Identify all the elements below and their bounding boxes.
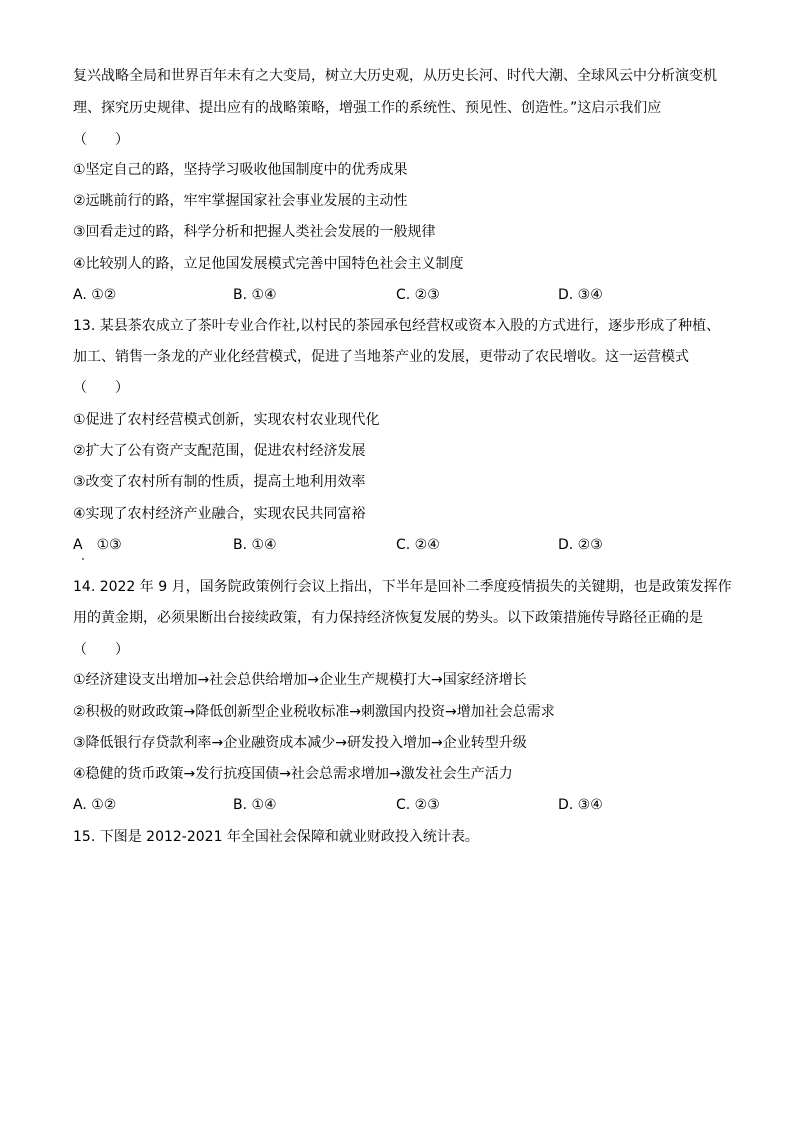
- q12-options: [73, 286, 733, 304]
- q14-stem-line-2: 用的黄金期，必须果断出台接续政策，有力保持经济恢复发展的势头。以下政策措施传导路径正确的是: [73, 610, 703, 626]
- q12-option-a[interactable]: A. ①②: [73, 287, 117, 303]
- q13-option-c[interactable]: C. ②④: [396, 537, 440, 553]
- q12-option-d[interactable]: D. ③④: [558, 287, 603, 303]
- q15-stem: 15. 下图是 2012-2021 年全国社会保障和就业财政投入统计表。: [73, 829, 479, 845]
- q14-statement-2: ②积极的财政政策→降低创新型企业税收标准→刺激国内投资→增加社会总需求: [73, 704, 555, 720]
- q13-stem-line-2: 加工、销售一条龙的产业化经营模式，促进了当地茶产业的发展，更带动了农民增收。这一运营模式: [73, 349, 689, 365]
- q13-statement-2: ②扩大了公有资产支配范围，促进农村经济发展: [73, 443, 366, 459]
- q12-statement-4: ④比较别人的路，立足他国发展模式完善中国特色社会主义制度: [73, 256, 464, 272]
- q12-stem-line-1: 复兴战略全局和世界百年未有之大变局，树立大历史观，从历史长河、时代大潮、全球风云中分析演变机: [73, 68, 717, 84]
- q12-statement-2: ②远眺前行的路，牢牢掌握国家社会事业发展的主动性: [73, 193, 408, 209]
- q14-stem-line-1: 14. 2022 年 9 月，国务院政策例行会议上指出，下半年是回补二季度疫情损失的关键期，也是政策发挥作: [73, 579, 732, 595]
- q14-option-b[interactable]: B. ①④: [233, 797, 277, 813]
- q14-option-d[interactable]: D. ③④: [558, 797, 603, 813]
- q13-statement-4: ④实现了农村经济产业融合，实现农民共同富裕: [73, 506, 366, 522]
- q12-statement-3: ③回看走过的路，科学分析和把握人类社会发展的一般规律: [73, 224, 436, 240]
- q13-option-b[interactable]: B. ①④: [233, 537, 277, 553]
- q14-option-a[interactable]: A. ①②: [73, 797, 117, 813]
- q12-stem-line-2: 理、探究历史规律、提出应有的战略策略，增强工作的系统性、预见性、创造性。”这启示我们应: [73, 100, 662, 116]
- q13-answer-blank: （ ）: [73, 380, 129, 396]
- q13-statement-1: ①促进了农村经营模式创新，实现农村农业现代化: [73, 412, 380, 428]
- q14-option-c[interactable]: C. ②③: [396, 797, 440, 813]
- stray-dot: [82, 558, 84, 560]
- q13-statement-3: ③改变了农村所有制的性质，提高土地利用效率: [73, 474, 366, 490]
- q14-statement-3: ③降低银行存贷款利率→企业融资成本减少→研发投入增加→企业转型升级: [73, 735, 527, 751]
- q12-option-b[interactable]: B. ①④: [233, 287, 277, 303]
- q14-statement-1: ①经济建设支出增加→社会总供给增加→企业生产规模打大→国家经济增长: [73, 672, 527, 688]
- q13-option-d[interactable]: D. ②③: [558, 537, 603, 553]
- q12-statement-1: ①坚定自己的路，坚持学习吸收他国制度中的优秀成果: [73, 162, 408, 178]
- q14-statement-4: ④稳健的货币政策→发行抗疫国债→社会总需求增加→激发社会生产活力: [73, 766, 513, 782]
- q13-options: [73, 536, 733, 554]
- q13-option-a[interactable]: A ①③: [73, 537, 122, 553]
- q14-answer-blank: （ ）: [73, 642, 129, 658]
- q12-answer-blank: （ ）: [73, 132, 129, 148]
- q14-options: [73, 796, 733, 814]
- q13-stem-line-1: 13. 某县茶农成立了茶叶专业合作社,以村民的茶园承包经营权或资本入股的方式进行，逐步形成了种植、: [73, 318, 721, 334]
- q12-option-c[interactable]: C. ②③: [396, 287, 440, 303]
